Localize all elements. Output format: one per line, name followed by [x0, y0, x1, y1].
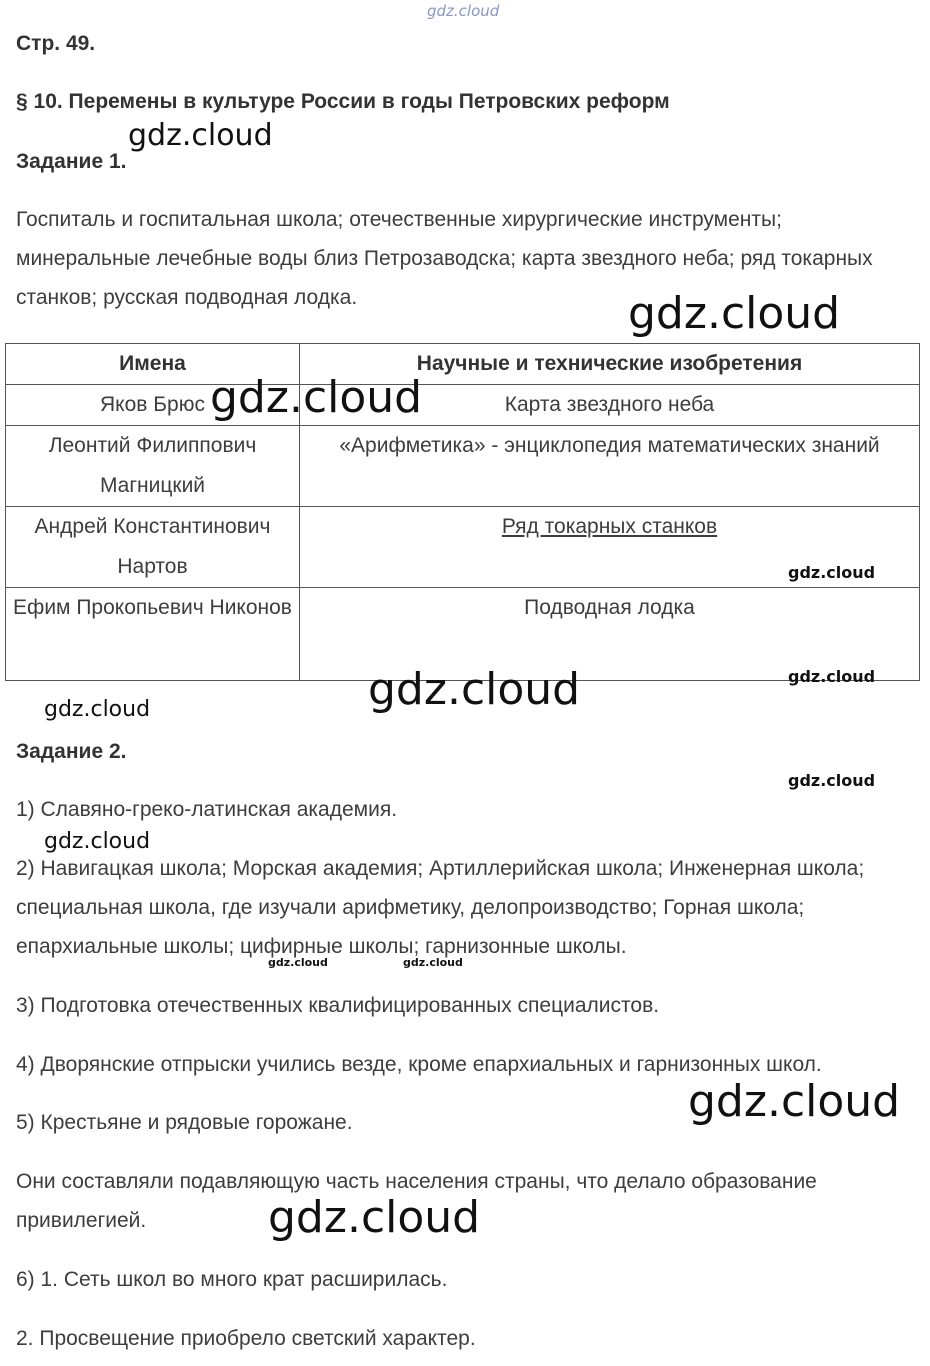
task2-item-3: 3) Подготовка отечественных квалифицированных специалистов. — [16, 994, 660, 1017]
table-cell-name: Ефим Прокопьевич Никонов — [6, 588, 300, 681]
section-title: § 10. Перемены в культуре России в годы Петровских реформ — [16, 90, 670, 113]
task2-item-5: 5) Крестьяне и рядовые горожане. — [16, 1111, 353, 1134]
watermark: gdz.cloud — [44, 829, 151, 854]
watermark-top: gdz.cloud — [427, 2, 500, 20]
table-header-row — [6, 344, 920, 385]
table-header-names: Имена — [6, 344, 300, 385]
watermark: gdz.cloud — [788, 771, 876, 790]
task1-text: Госпиталь и госпитальная школа; отечественные хирургические инструменты; минеральные лечебные воды близ Петрозаводска; карта звездного неба; ряд токарных станков; русская подводная лодка. — [16, 208, 873, 309]
watermark: gdz.cloud — [268, 1192, 481, 1243]
task2-item-2: 2) Навигацкая школа; Морская академия; Артиллерийская школа; Инженерная школа; специальная школа, где изучали арифметику, делопроизводство; Горная школа; епархиальные школы; цифирные школы; гарнизонные школы. — [16, 857, 865, 958]
table-row — [6, 426, 920, 507]
watermark: gdz.cloud — [44, 697, 151, 722]
task2-item-6-2: 2. Просвещение приобрело светский характер. — [16, 1327, 476, 1350]
table-cell-invention: Подводная лодка — [300, 588, 920, 681]
task2-note: Они составляли подавляющую часть населения страны, что делало образование привилегией. — [16, 1170, 817, 1232]
task2-item-4: 4) Дворянские отпрыски учились везде, кроме епархиальных и гарнизонных школ. — [16, 1053, 822, 1076]
table-cell-name: Андрей Константинович Нартов — [6, 507, 300, 588]
watermark: gdz.cloud — [788, 667, 876, 686]
watermark: gdz.cloud — [788, 563, 876, 582]
table-header-inventions: Научные и технические изобретения — [300, 344, 920, 385]
watermark: gdz.cloud — [368, 664, 581, 715]
table-cell-invention-text: Ряд токарных станков — [501, 515, 718, 538]
task2-item-1: 1) Славяно-греко-латинская академия. — [16, 798, 398, 821]
watermark: gdz.cloud — [628, 288, 841, 339]
watermark: gdz.cloud — [403, 956, 463, 969]
watermark: gdz.cloud — [688, 1076, 901, 1127]
task2-item-6: 6) 1. Сеть школ во много крат расширилась. — [16, 1268, 448, 1291]
watermark: gdz.cloud — [268, 956, 328, 969]
watermark: gdz.cloud — [210, 372, 423, 423]
table-row — [6, 385, 920, 426]
table-row — [6, 507, 920, 588]
watermark: gdz.cloud — [128, 118, 273, 153]
task1-title: Задание 1. — [16, 150, 127, 173]
page-number: Стр. 49. — [16, 32, 96, 55]
table-cell-invention: «Арифметика» - энциклопедия математических знаний — [300, 426, 920, 507]
task2-title: Задание 2. — [16, 740, 127, 763]
table-cell-name: Яков Брюс — [6, 385, 300, 426]
table-cell-name: Леонтий Филиппович Магницкий — [6, 426, 300, 507]
table-cell-invention: Карта звездного неба — [300, 385, 920, 426]
inventions-table — [5, 343, 920, 681]
